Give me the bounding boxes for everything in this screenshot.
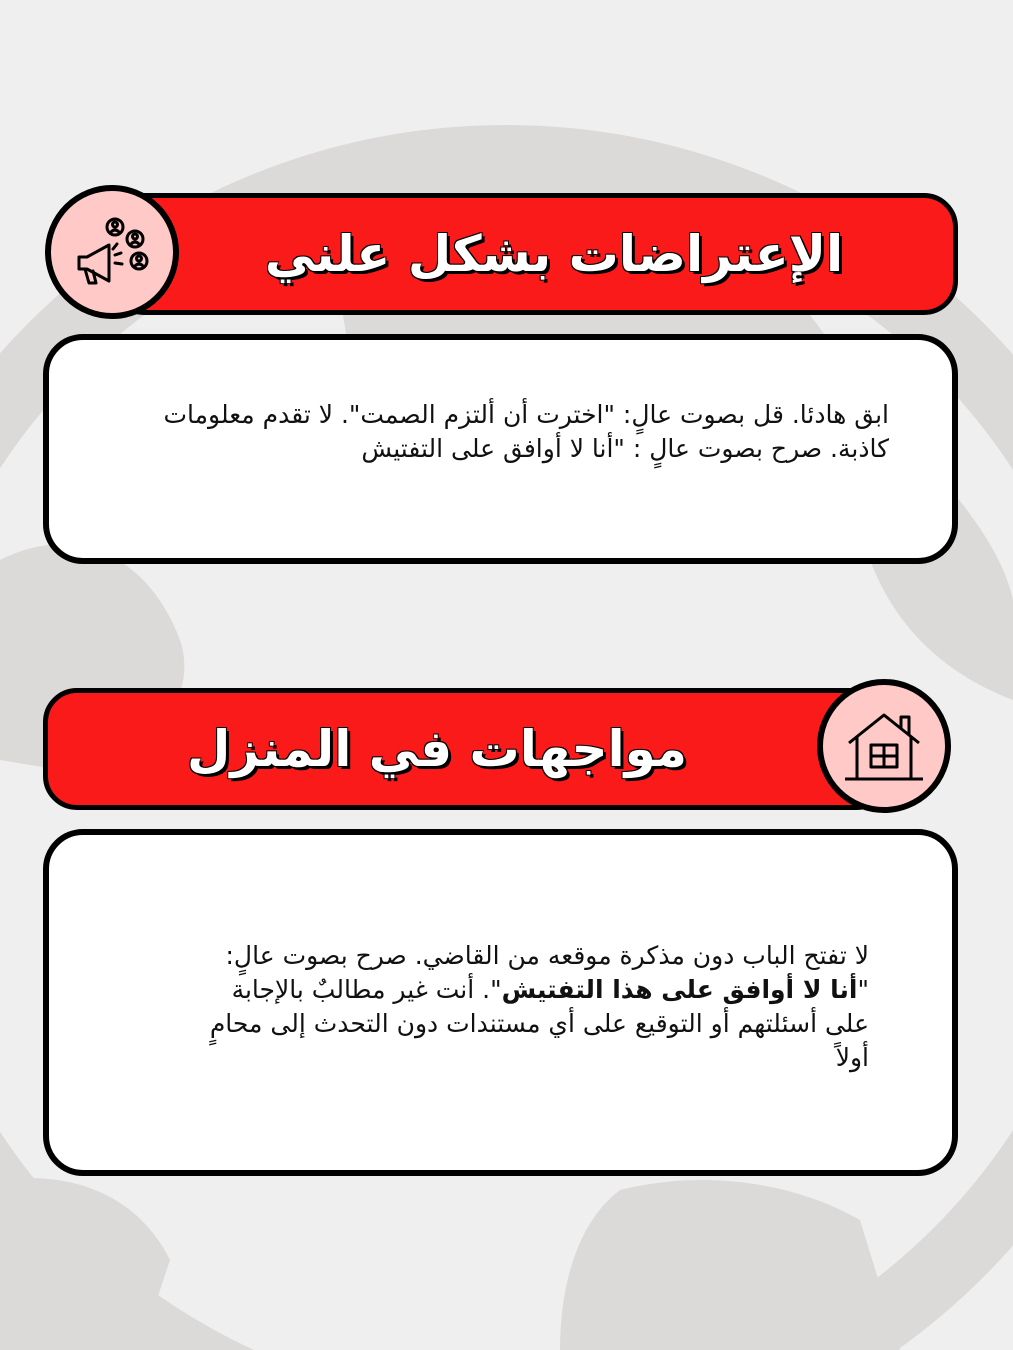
section1-banner — [110, 193, 958, 315]
section2-body-bold: أنا لا أوافق على هذا التفتيش — [501, 975, 858, 1004]
section2-icon-circle — [817, 679, 951, 813]
section2-card — [43, 829, 958, 1176]
section2-title: مواجهات في المنزل — [187, 720, 687, 778]
section2-body-part1: لا تفتح الباب دون مذكرة موقعه من القاضي. صرح بصوت عالٍ: " — [225, 941, 869, 1004]
section2-body-part2: ". أنت غير مطالبٌ بالإجابة على أسئلتهم أو التوقيع على أي مستندات دون التحدث إلى محامٍ أولاً — [209, 975, 869, 1072]
section2-banner — [43, 688, 891, 810]
section1-title: الإعتراضات بشكل علني — [264, 225, 844, 283]
section1-icon-circle — [45, 185, 179, 319]
section1-card — [43, 334, 958, 564]
megaphone-people-icon — [69, 209, 155, 295]
house-icon — [841, 703, 927, 789]
section2-body — [204, 939, 869, 1075]
section1-body: ابق هادئا. قل بصوت عالٍ: "اخترت أن ألتزم الصمت". لا تقدم معلومات كاذبة. صرح بصوت عالٍ : "أنا لا أوافق على التفتيش — [163, 400, 889, 463]
